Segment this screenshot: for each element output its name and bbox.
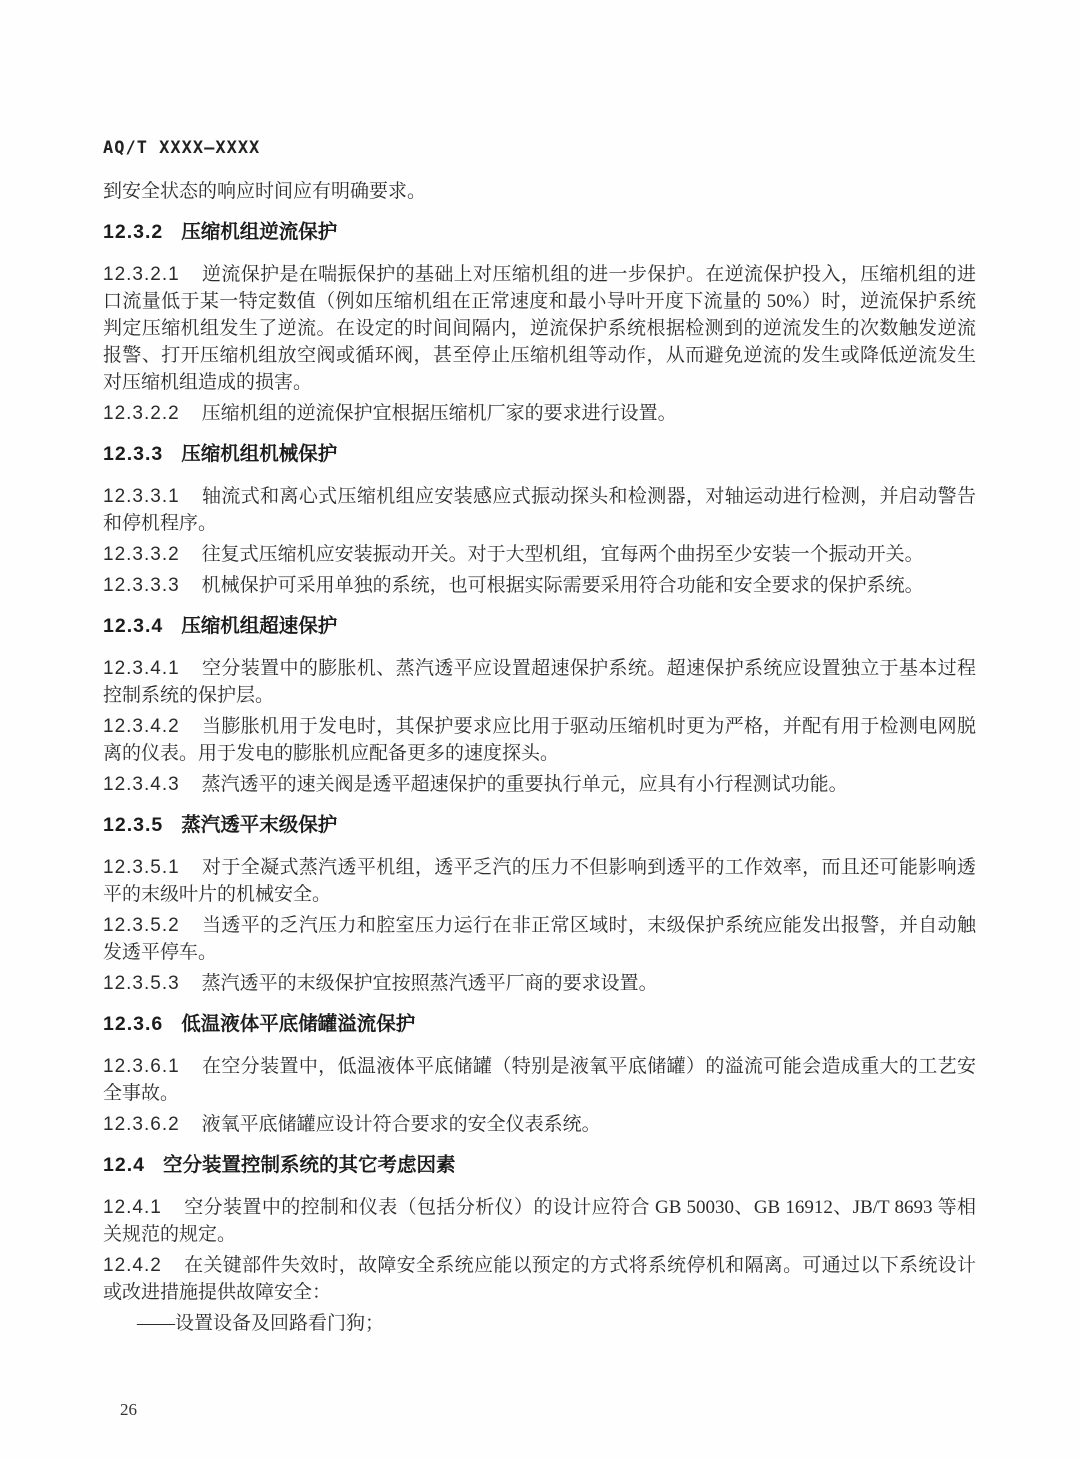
clause-number: 12.3.3.3 [103,575,180,596]
section-number: 12.4 [103,1154,145,1176]
clause-text: 蒸汽透平的末级保护宜按照蒸汽透平厂商的要求设置。 [201,973,658,994]
section-title: 压缩机组逆流保护 [181,221,338,243]
clause-paragraph [103,970,976,997]
clause-paragraph [103,541,976,568]
dash-list-item: ——设置设备及回路看门狗； [137,1313,385,1334]
section-title: 低温液体平底储罐溢流保护 [181,1013,416,1035]
section-title: 空分装置控制系统的其它考虑因素 [162,1154,456,1176]
clause-number: 12.3.3.1 [103,486,180,507]
clause-paragraph [103,483,976,537]
section-heading-12-3-3 [103,441,976,468]
clause-number: 12.3.4.2 [103,716,180,737]
clause-text: 轴流式和离心式压缩机组应安装感应式振动探头和检测器，对轴运动进行检测，并启动警告和停机程序。 [103,486,976,534]
running-header: AQ/T XXXX—XXXX [103,138,261,158]
section-heading-12-3-5 [103,812,976,839]
clause-text: 空分装置中的控制和仪表（包括分析仪）的设计应符合 GB 50030、GB 16912、JB/T 8693 等相关规范的规定。 [103,1197,976,1245]
section-number: 12.3.5 [103,814,164,836]
section-number: 12.3.6 [103,1013,164,1035]
clause-number: 12.4.2 [103,1255,162,1276]
clause-number: 12.3.4.1 [103,658,180,679]
section-heading-12-3-4 [103,613,976,640]
paragraph-continuation: 到安全状态的响应时间应有明确要求。 [103,181,427,202]
section-number: 12.3.2 [103,221,164,243]
clause-paragraph [103,1053,976,1107]
clause-text: 当膨胀机用于发电时，其保护要求应比用于驱动压缩机时更为严格，并配有用于检测电网脱离的仪表。用于发电的膨胀机应配备更多的速度探头。 [103,716,976,764]
clause-paragraph [103,572,976,599]
clause-number: 12.3.5.3 [103,973,180,994]
clause-text: 蒸汽透平的速关阀是透平超速保护的重要执行单元，应具有小行程测试功能。 [201,774,848,795]
clause-text: 机械保护可采用单独的系统，也可根据实际需要采用符合功能和安全要求的保护系统。 [201,575,924,596]
clause-paragraph [103,655,976,709]
clause-text: 空分装置中的膨胀机、蒸汽透平应设置超速保护系统。超速保护系统应设置独立于基本过程控制系统的保护层。 [103,658,976,706]
clause-number: 12.3.4.3 [103,774,180,795]
clause-number: 12.3.6.2 [103,1114,180,1135]
clause-text: 压缩机组的逆流保护宜根据压缩机厂家的要求进行设置。 [201,403,677,424]
clause-paragraph [103,1252,976,1306]
clause-text: 当透平的乏汽压力和腔室压力运行在非正常区域时，末级保护系统应能发出报警，并自动触发透平停车。 [103,915,976,963]
clause-paragraph [103,400,976,427]
clause-paragraph [103,713,976,767]
clause-number: 12.3.5.2 [103,915,180,936]
section-title: 压缩机组超速保护 [181,615,338,637]
clause-paragraph [103,912,976,966]
section-title: 蒸汽透平末级保护 [181,814,338,836]
clause-paragraph [103,1194,976,1248]
clause-paragraph [103,771,976,798]
clause-text: 往复式压缩机应安装振动开关。对于大型机组，宜每两个曲拐至少安装一个振动开关。 [201,544,924,565]
clause-text: 液氧平底储罐应设计符合要求的安全仪表系统。 [201,1114,601,1135]
clause-paragraph [103,1111,976,1138]
clause-text: 在空分装置中，低温液体平底储罐（特别是液氧平底储罐）的溢流可能会造成重大的工艺安全事故。 [103,1056,976,1104]
clause-number: 12.4.1 [103,1197,162,1218]
clause-number: 12.3.6.1 [103,1056,180,1077]
clause-text: 逆流保护是在喘振保护的基础上对压缩机组的进一步保护。在逆流保护投入，压缩机组的进口流量低于某一特定数值（例如压缩机组在正常速度和最小导叶开度下流量的 50%）时，逆流保护系统判定压缩机组发生了逆流。在设定的时间间隔内，逆流保护系统根据检测到的逆流发生的次数触发逆流报警、打开压缩机组放空阀或循环阀，甚至停止压缩机组等动作，从而避免逆流的发生或降低逆流发生对压缩机组造成的损害。 [103,264,976,393]
clause-text: 在关键部件失效时，故障安全系统应能以预定的方式将系统停机和隔离。可通过以下系统设计或改进措施提供故障安全： [103,1255,976,1303]
clause-number: 12.3.2.1 [103,264,180,285]
section-title: 压缩机组机械保护 [181,443,338,465]
section-heading-12-3-2 [103,219,976,246]
clause-number: 12.3.5.1 [103,857,180,878]
clause-paragraph [103,261,976,396]
section-number: 12.3.4 [103,615,164,637]
page-number: 26 [120,1400,137,1419]
section-heading-12-4 [103,1152,976,1179]
clause-number: 12.3.2.2 [103,403,180,424]
section-number: 12.3.3 [103,443,164,465]
clause-number: 12.3.3.2 [103,544,180,565]
clause-paragraph [103,854,976,908]
clause-text: 对于全凝式蒸汽透平机组，透平乏汽的压力不但影响到透平的工作效率，而且还可能影响透平的末级叶片的机械安全。 [103,857,976,905]
section-heading-12-3-6 [103,1011,976,1038]
